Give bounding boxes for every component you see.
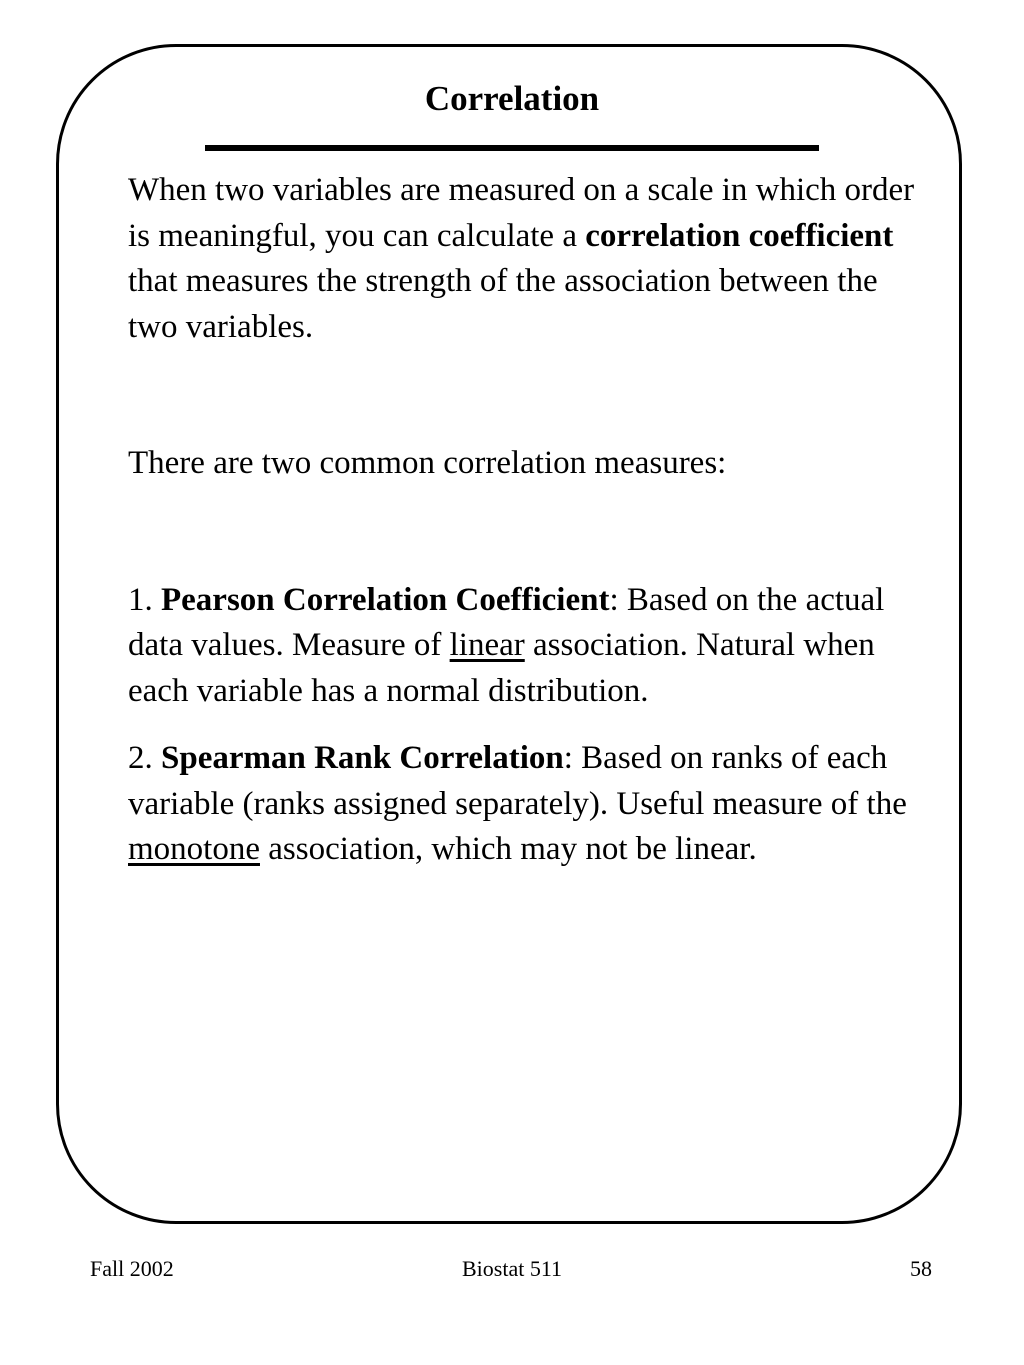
pearson-bold-term: Pearson Correlation Coefficient: [161, 581, 610, 618]
spearman-number: 2.: [128, 740, 161, 776]
intro-text-before: When two variables are measured on a scale in which order is meaningful, you can calculate a: [128, 172, 915, 254]
pearson-text-mid: : Based on the actual data values. Measure of: [128, 581, 885, 663]
pearson-underlined-word: linear: [449, 627, 525, 663]
spearman-text-after: association, which may not be linear.: [259, 831, 757, 867]
intro-paragraph: [128, 168, 918, 350]
title-underline-rule: [205, 145, 819, 151]
footer-date: Fall 2002: [90, 1256, 174, 1281]
spearman-underlined-word: monotone: [128, 831, 260, 867]
pearson-item: [128, 578, 918, 715]
intro-bold-term: correlation coefficient: [585, 217, 894, 254]
slide-title: Correlation: [424, 79, 600, 118]
intro-text-after: that measures the strength of the association between the two variables.: [128, 263, 878, 345]
spearman-item: [128, 736, 918, 873]
pearson-text-after: association. Natural when each variable has a normal distribution.: [128, 627, 875, 709]
common-measures-paragraph: There are two common correlation measures:: [128, 445, 727, 481]
footer-page-number: 58: [910, 1256, 932, 1281]
spearman-bold-term: Spearman Rank Correlation: [161, 740, 564, 776]
pearson-number: 1.: [128, 581, 161, 618]
footer-course: Biostat 511: [461, 1256, 563, 1281]
spearman-text-mid: : Based on ranks of each variable (ranks assigned separately). Useful measure of the: [128, 740, 907, 822]
slide-body: [128, 168, 918, 873]
